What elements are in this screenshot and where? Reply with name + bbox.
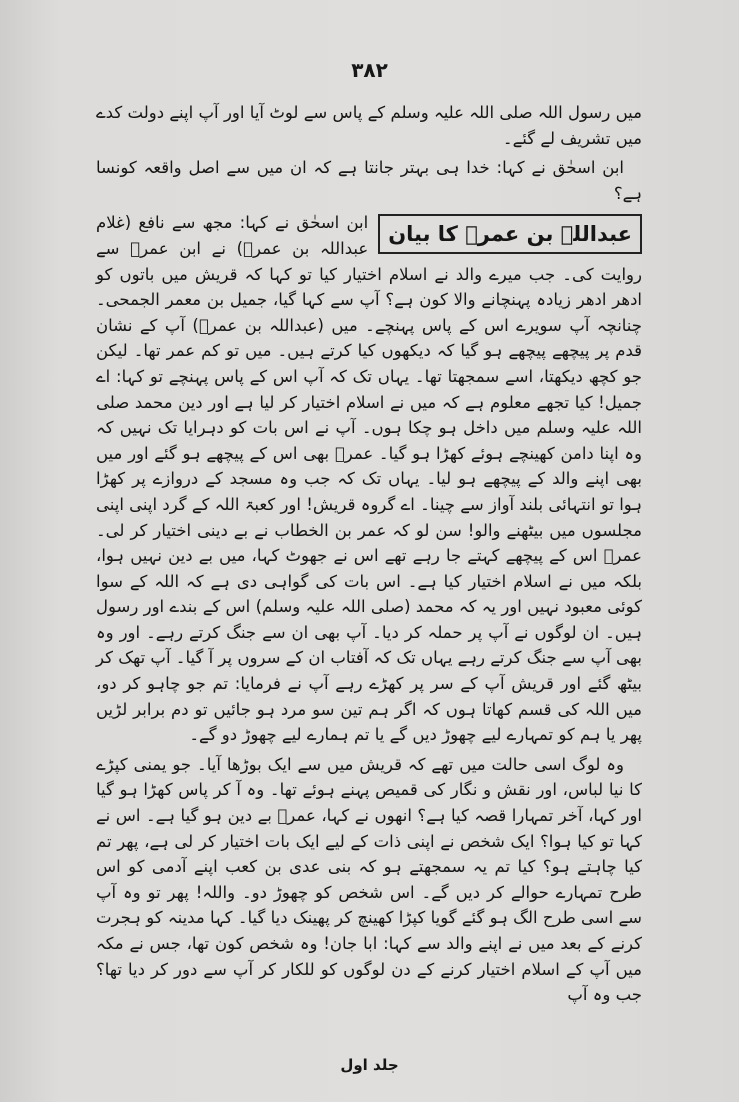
paragraph-ibn-ishaq: ابن اسحٰق نے کہا: خدا ہی بہتر جانتا ہے کہ ان میں سے اصل واقعہ کونسا ہے؟: [96, 158, 642, 203]
paragraph-old-man: وہ لوگ اسی حالت میں تھے کہ قریش میں سے ایک بوڑھا آیا۔ جو یمنی کپڑے کا نیا لباس، اور نقش و نگار کی قمیص پہنے ہوئے تھا۔ وہ آ کر پاس کھڑا ہو گیا اور کہا، آخر تمہارا قصہ کیا ہے؟ انھوں نے کہا، عمرؓ بے دین ہو گیا ہے۔ اس نے کہا تو کیا ہوا؟ ایک شخص نے اپنی ذات کے لیے ایک بات اختیار کر لی ہے، پھر تم کیا چاہتے ہو؟ کیا تم یہ سمجھتے ہو کہ بنی عدی بن کعب اپنے آدمی کو اس طرح تمہارے حوالے کر دیں گے۔ اس شخص کو چھوڑ دو۔ واللہ! پھر تو وہ آپ سے اسی طرح الگ ہو گئے گویا کپڑا کھینچ کر پھینک دیا گیا۔ کہا مدینہ کو ہجرت کرنے کے بعد میں نے اپنے والد سے کہا: ابا جان! وہ شخص کون تھا، جس نے مکہ میں آپ کے اسلام اختیار کرنے کے دن لوگوں کو للکار کر آپ سے دور کر دیا تھا؟ جب وہ آپ: [96, 754, 642, 1005]
paragraph-opening: میں رسول اللہ صلی اللہ علیہ وسلم کے پاس سے لوٹ آیا اور آپ اپنے دولت کدے میں تشریف لے گئے۔: [96, 103, 642, 148]
paragraph-section-narration: ابن اسحٰق نے کہا: مجھ سے نافع (غلام عبداللہ بن عمرؓ) نے ابن عمرؓ سے روایت کی۔ جب میرے والد نے اسلام اختیار کیا تو کہا کہ قریش میں باتوں کو ادھر ادھر زیادہ پہنچانے والا کون ہے؟ آپ سے کہا گیا، جمیل بن معمر الجمحی۔ چنانچہ آپ سویرے اس کے پاس پہنچے۔ میں (عبداللہ بن عمرؓ) آپ کے نشان قدم پر پیچھے پیچھے ہو گیا کہ دیکھوں کیا کرتے ہیں۔ میں تو کم عمر تھا۔ لیکن جو کچھ دیکھتا، اسے سمجھتا تھا۔ یہاں تک کہ آپ اس کے پاس پہنچے تو کہا: اے جمیل! کیا تجھے معلوم ہے کہ میں نے اسلام اختیار کر لیا ہے اور دین محمد صلی اللہ علیہ وسلم میں داخل ہو چکا ہوں۔ آپ نے اس بات کو دہرایا تک نہیں کہ وہ اپنا دامن کھینچے ہوئے کھڑا ہو گیا۔ عمرؓ بھی اس کے پیچھے ہو گئے اور میں بھی اپنے والد کے پیچھے ہو لیا۔ یہاں تک کہ جب وہ مسجد کے دروازے پر کھڑا ہوا تو انتہائی بلند آواز سے چینا۔ اے گروہ قریش! اور کعبۃ اللہ کے گرد اپنی اپنی مجلسوں میں بیٹھنے والو! سن لو کہ عمر بن الخطاب نے بے دینی اختیار کر لی۔ عمرؓ اس کے پیچھے کہتے جا رہے تھے اس نے جھوٹ کہا، میں بے دین نہیں ہوا، بلکہ میں نے اسلام اختیار کیا ہے۔ اس بات کی گواہی دی ہے کہ اللہ کے سوا کوئی معبود نہیں اور یہ کہ محمد (صلی اللہ علیہ وسلم) اس کے بندے اور رسول ہیں۔ ان لوگوں نے آپ پر حملہ کر دیا۔ آپ بھی ان سے جنگ کرتے رہے۔ اور وہ بھی آپ سے جنگ کرتے رہے یہاں تک کہ آفتاب ان کے سروں پر آ گیا۔ آپ تھک کر بیٹھ گئے اور قریش آپ کے سر پر کھڑے رہے آپ نے فرمایا: تم جو چاہو کر دو، میں اللہ کی قسم کھاتا ہوں کہ اگر ہم تین سو مرد ہو جائیں تو دم برابر لڑیں پھر یا ہم کو تمہارے لیے چھوڑ دیں گے یا تم ہمارے لیے چھوڑ دو گے۔: [96, 213, 642, 745]
page-number: ۳۸۲: [351, 58, 388, 82]
section-heading-box: عبداللہ بن عمرؓ کا بیان: [378, 214, 642, 254]
volume-footer: جلد اول: [340, 1056, 399, 1074]
body-text: [96, 100, 642, 1012]
